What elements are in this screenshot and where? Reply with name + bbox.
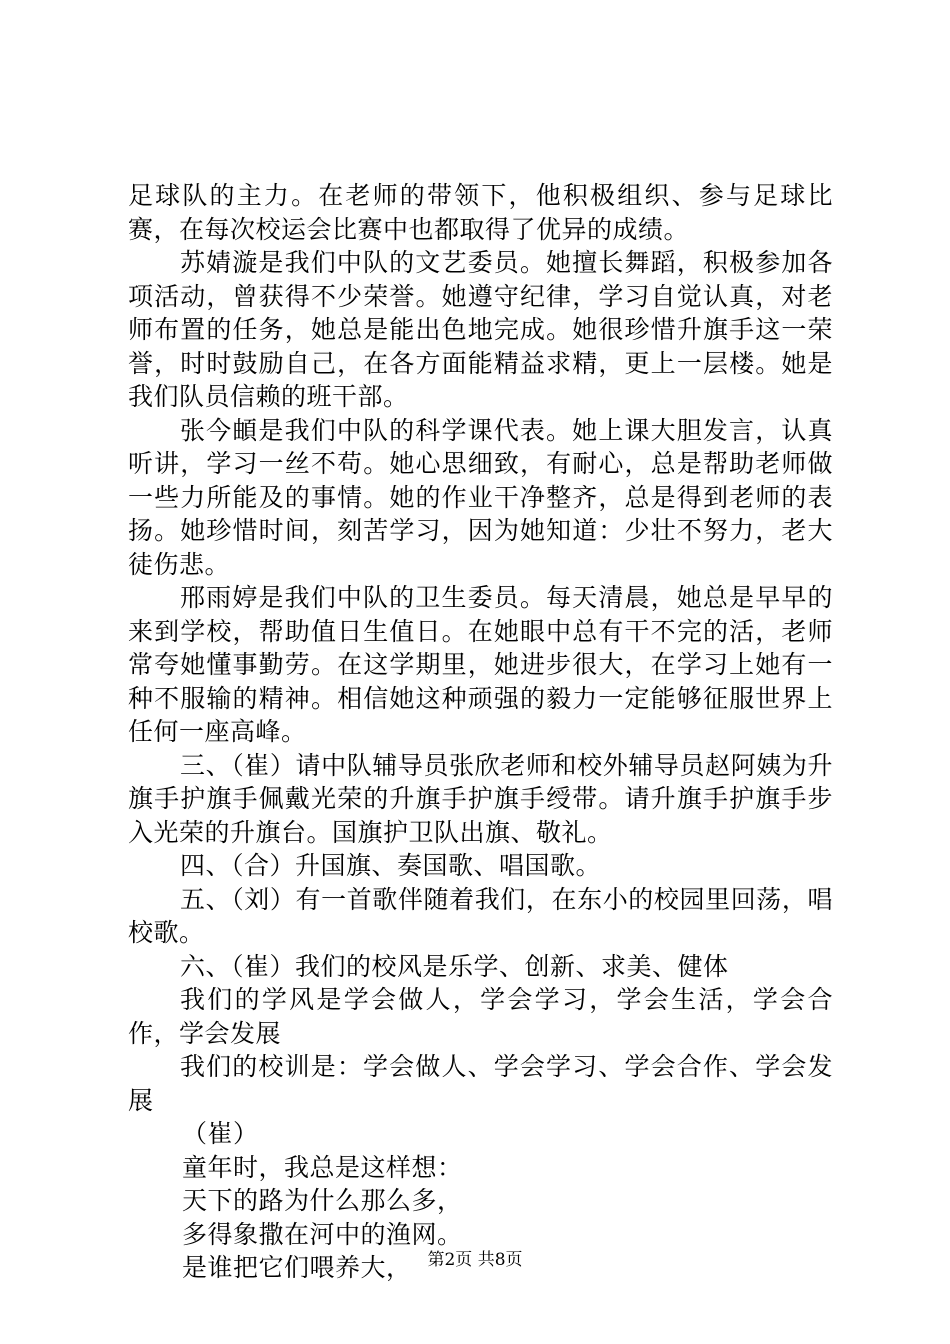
paragraph-1: 足球队的主力。在老师的带领下，他积极组织、参与足球比赛，在每次校运会比赛中也都取得了优异的成绩。 (128, 181, 833, 244)
paragraph-10: 我们的校训是：学会做人、学会学习、学会合作、学会发展 (128, 1052, 833, 1115)
paragraph-3: 张今頔是我们中队的科学课代表。她上课大胆发言，认真听讲，学习一丝不苟。她心思细致，有耐心，总是帮助老师做一些力所能及的事情。她的作业干净整齐，总是得到老师的表扬。她珍惜时间，刻苦学习，因为她知道：少壮不努力，老大徒伤悲。 (128, 415, 833, 579)
body-text (128, 179, 833, 1285)
paragraph-9: 我们的学风是学会做人，学会学习，学会生活，学会合作，学会发展 (128, 985, 833, 1048)
verse-line-2: 童年时，我总是这样想： (182, 1152, 463, 1182)
verse-line-5: 是谁把它们喂养大， (182, 1253, 412, 1282)
page-number-label: 第2页 共8页 (427, 1250, 523, 1270)
verse-line-4: 多得象撒在河中的渔网。 (182, 1219, 463, 1249)
paragraph-7: 五、（刘）有一首歌伴随着我们，在东小的校园里回荡，唱校歌。 (128, 884, 833, 947)
page-footer (0, 1245, 950, 1270)
paragraph-6: 四、（合）升国旗、奏国歌、唱国歌。 (180, 851, 602, 880)
verse-line-3: 天下的路为什么那么多， (182, 1186, 463, 1215)
paragraph-2: 苏婧漩是我们中队的文艺委员。她擅长舞蹈，积极参加各项活动，曾获得不少荣誉。她遵守纪律，学习自觉认真，对老师布置的任务，她总是能出色地完成。她很珍惜升旗手这一荣誉，时时鼓励自己，在各方面能精益求精，更上一层楼。她是我们队员信赖的班干部。 (128, 248, 833, 411)
verse-line-1: （崔） (182, 1119, 259, 1148)
paragraph-4: 邢雨婷是我们中队的卫生委员。每天清晨，她总是早早的来到学校，帮助值日生值日。在她眼中总有干不完的活，老师常夸她懂事勤劳。在这学期里，她进步很大，在学习上她有一种不服输的精神。相信她这种顽强的毅力一定能够征服世界上任何一座高峰。 (128, 583, 833, 746)
paragraph-5: 三、（崔）请中队辅导员张欣老师和校外辅导员赵阿姨为升旗手护旗手佩戴光荣的升旗手护旗手绶带。请升旗手护旗手步入光荣的升旗台。国旗护卫队出旗、敬礼。 (128, 750, 833, 847)
paragraph-8: 六、（崔）我们的校风是乐学、创新、求美、健体 (180, 951, 729, 981)
